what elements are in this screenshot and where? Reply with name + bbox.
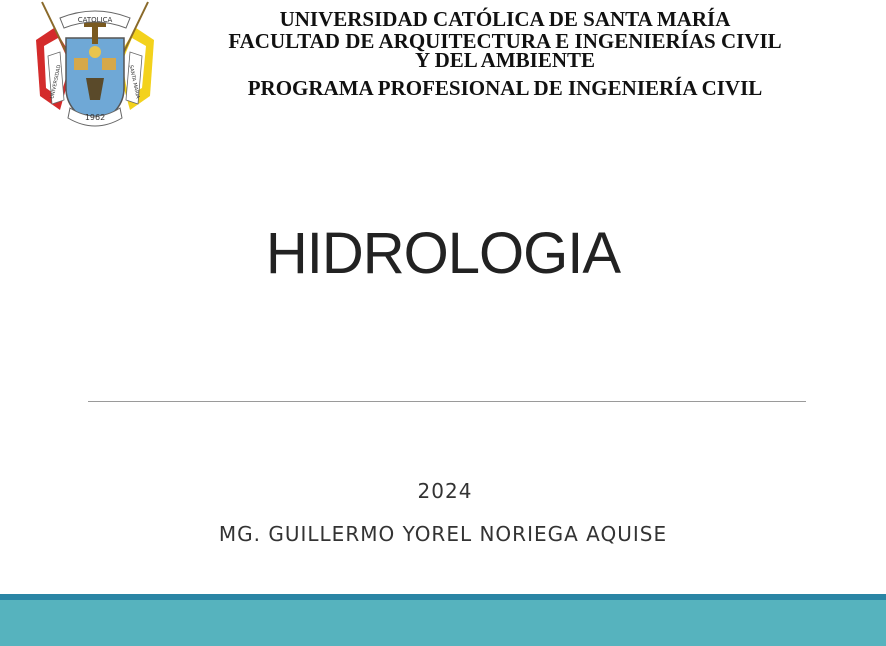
footer-band (0, 600, 886, 646)
slide-author: MG. GUILLERMO YOREL NORIEGA AQUISE (218, 522, 668, 546)
program-name: PROGRAMA PROFESIONAL DE INGENIERÍA CIVIL (247, 76, 763, 100)
university-crest-logo (30, 0, 160, 136)
slide-year: 2024 (417, 479, 473, 503)
university-crest-icon (30, 0, 160, 136)
divider (88, 401, 806, 402)
crest-year: 1962 (84, 113, 106, 122)
university-name: UNIVERSIDAD CATÓLICA DE SANTA MARÍA (279, 7, 731, 31)
crest-banner-left: UNIVERSIDAD (49, 64, 63, 100)
faculty-name-continued: Y DEL AMBIENTE (414, 48, 596, 72)
crest-banner-top: CATOLICA (77, 16, 113, 24)
institution-header (190, 8, 820, 103)
slide-title: HIDROLOGIA (265, 221, 621, 286)
faculty-name: FACULTAD DE ARQUITECTURA E INGENIERÍAS CIVIL (228, 29, 782, 53)
crest-banner-right: SANTA MARIA (127, 64, 141, 100)
